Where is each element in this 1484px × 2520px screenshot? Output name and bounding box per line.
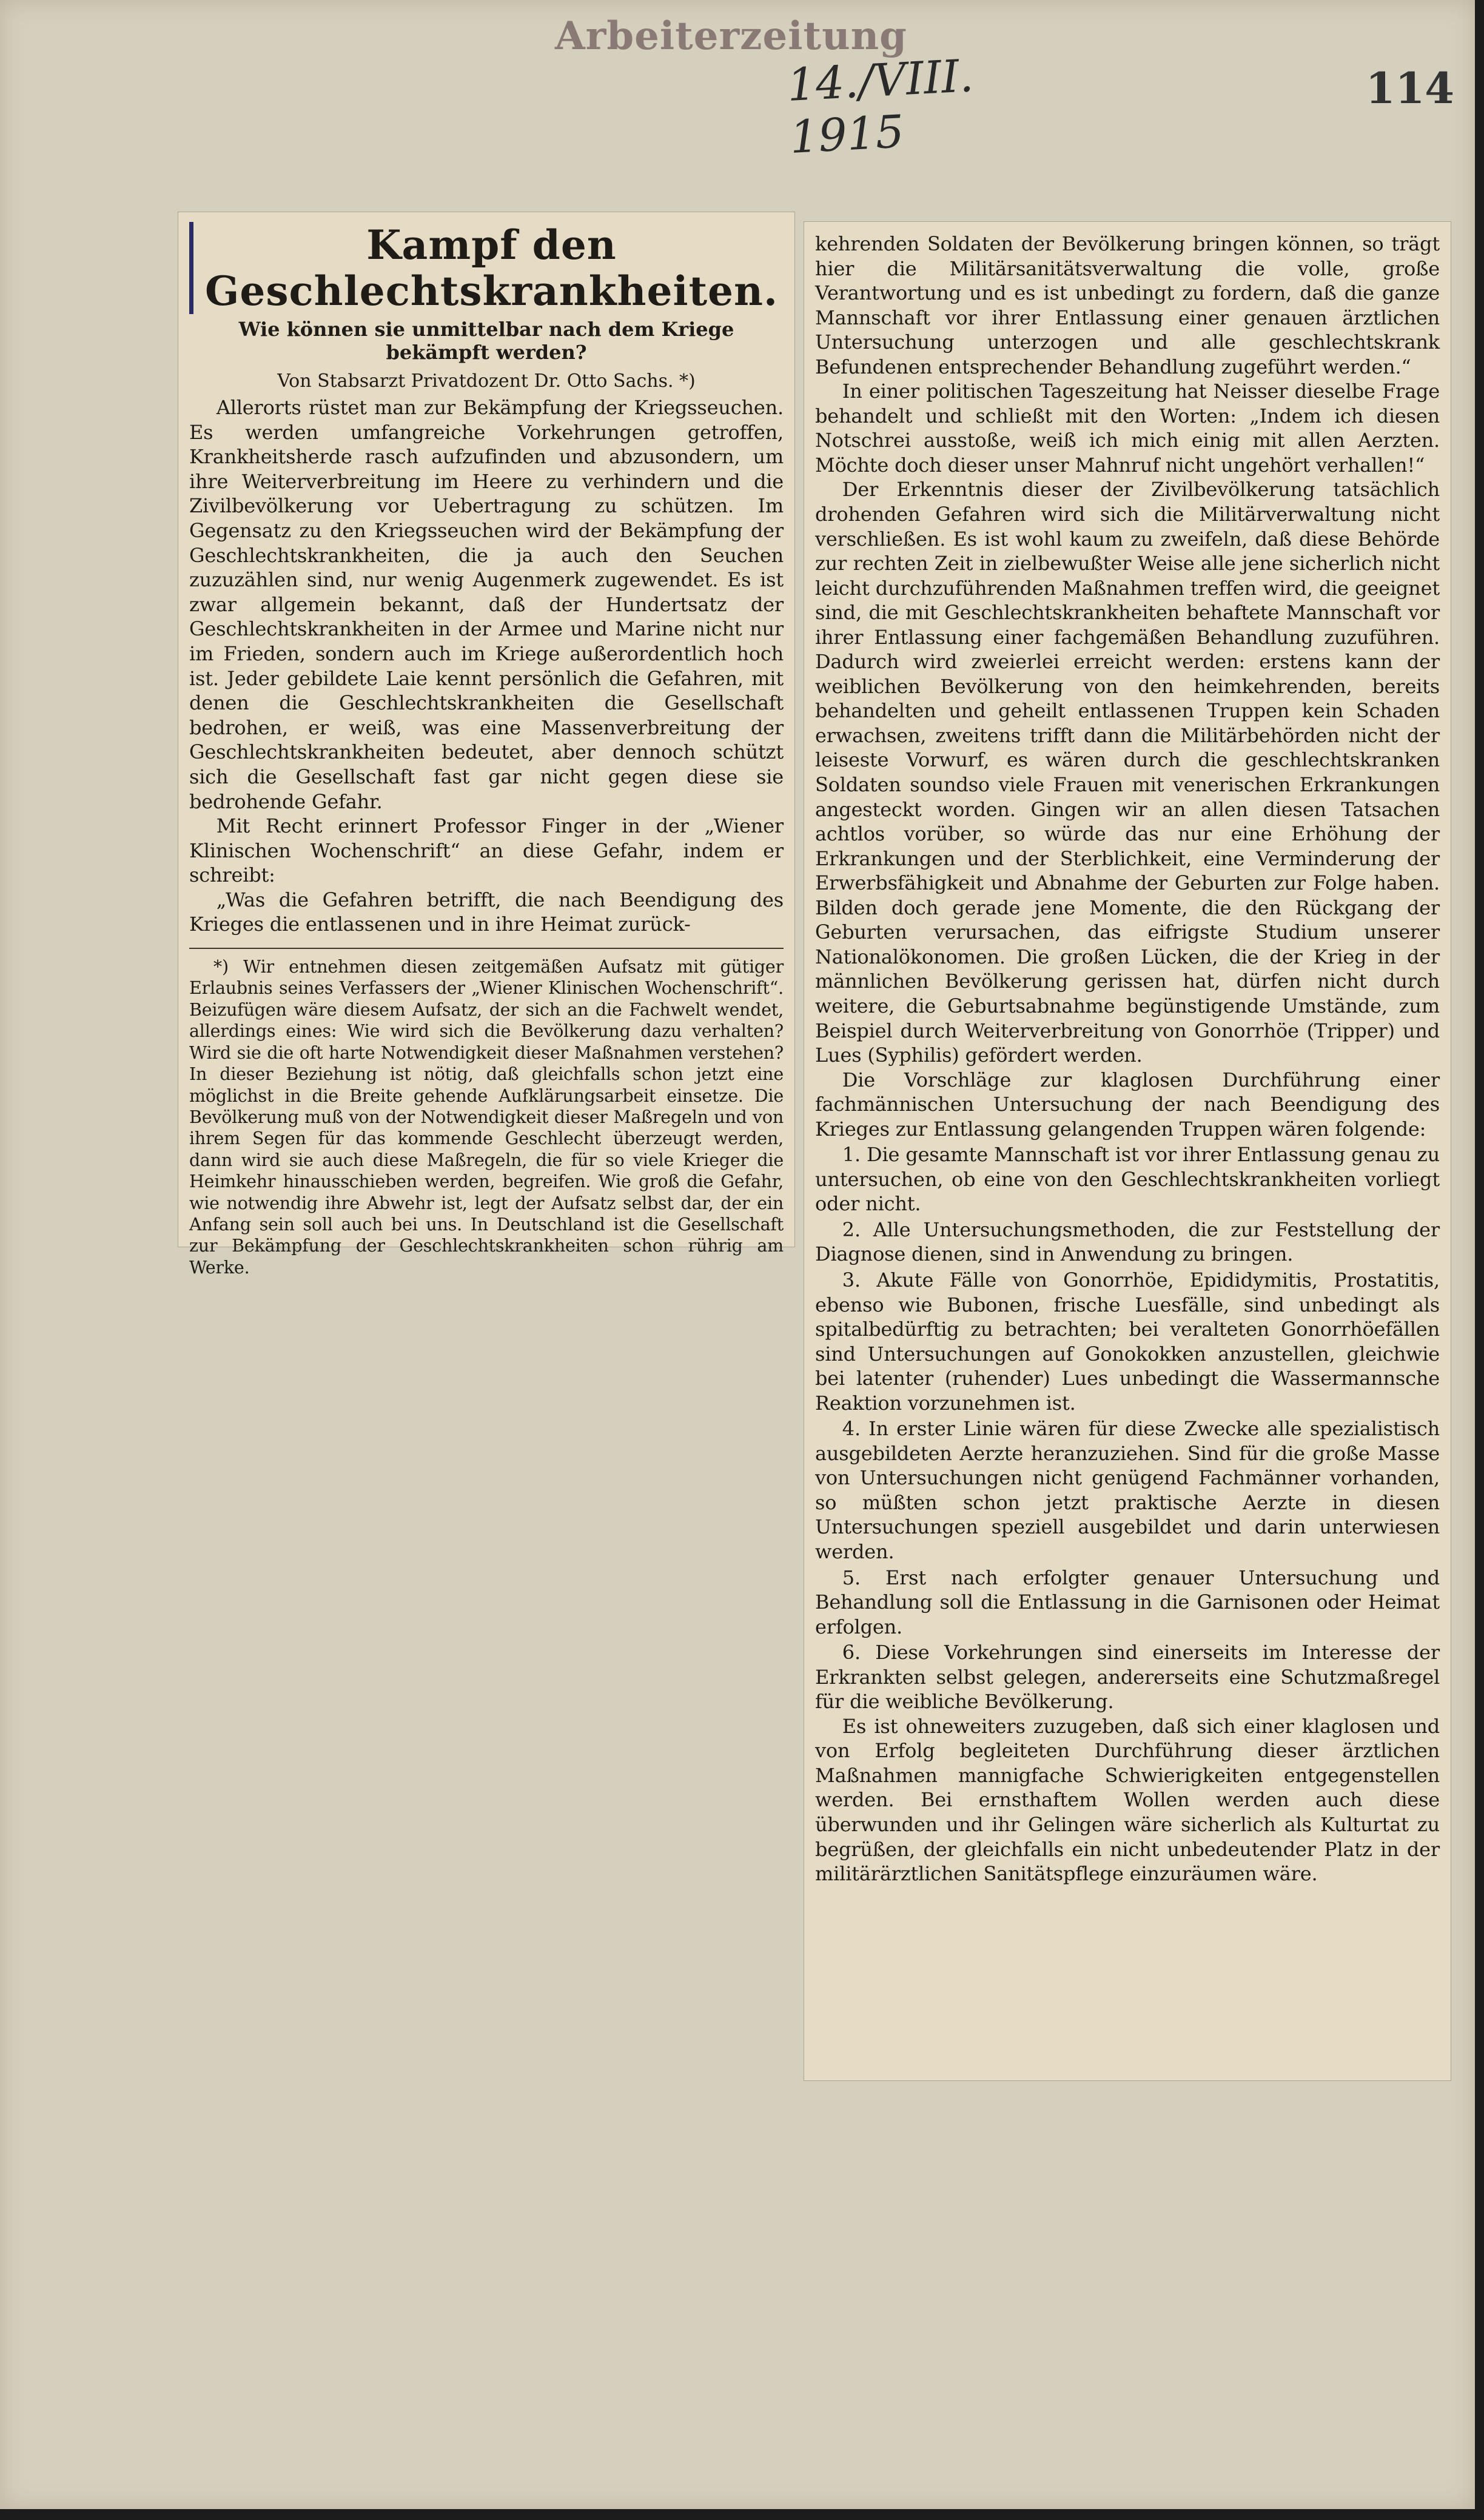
article-byline: Von Stabsarzt Privatdozent Dr. Otto Sachs. *) bbox=[277, 370, 696, 392]
clipping-right-column bbox=[804, 222, 1451, 2080]
newspaper-stamp: Arbeiterzeitung bbox=[555, 13, 907, 59]
paragraph: In einer politischen Tageszeitung hat Neisser dieselbe Frage behandelt und schließt mit den Worten: „Indem ich diesen Notschrei ausstoße, weiß ich mich einig mit allen Aerzten. Möchte doch dieser unser Mahnruf nicht ungehört verhallen!“ bbox=[815, 380, 1440, 477]
paragraph: Allerorts rüstet man zur Bekämpfung der Kriegsseuchen. Es werden umfangreiche Vorkehrungen getroffen, Krankheitsherde rasch aufzufinden und abzusondern, um ihre Weiterverbreitung im Heere zu verhindern und die Zivilbevölkerung vor Uebertragung zu schützen. Im Gegensatz zu den Kriegsseuchen wird der Bekämpfung der Geschlechtskrankheiten, die ja auch den Seuchen zuzuzählen sind, nur wenig Augenmerk zugewendet. Es ist zwar allgemein bekannt, daß der Hundertsatz der Geschlechtskrankheiten in der Armee und Marine nicht nur im Frieden, sondern auch im Kriege außerordentlich hoch ist. Jeder gebildete Laie kennt persönlich die Gefahren, mit denen die Geschlechtskrankheiten die Gesellschaft bedrohen, er weiß, was eine Massenverbreitung der Geschlechtskrankheiten bedeutet, aber dennoch schützt sich die Gesellschaft fast gar nicht gegen diese sie bedrohende Gefahr. bbox=[189, 396, 784, 813]
paragraph: Die Vorschläge zur klaglosen Durchführung einer fachmännischen Untersuchung der nach Beendigung des Krieges zur Entlassung gelangenden Truppen wären folgende: bbox=[815, 1068, 1440, 1141]
list-item: 3. Akute Fälle von Gonorrhöe, Epididymitis, Prostatitis, ebenso wie Bubonen, frische Luesfälle, sind unbedingt als spitalbedürftig zu betrachten; bei veralteten Gonorrhöefällen sind Untersuchungen auf Gonokokken anzustellen, gleichwie bei latenter (ruhender) Lues unbedingt die Wassermannsche Reaktion vorzunehmen ist. bbox=[815, 1268, 1440, 1415]
list-item: 1. Die gesamte Mannschaft ist vor ihrer Entlassung genau zu untersuchen, ob eine von den Geschlechtskrankheiten vorliegt oder nicht. bbox=[815, 1143, 1440, 1216]
footnote-divider bbox=[189, 948, 784, 949]
article-subtitle: Wie können sie unmittelbar nach dem Kriege bekämpft werden? bbox=[238, 318, 734, 364]
footnote-text: *) Wir entnehmen diesen zeitgemäßen Aufsatz mit gütiger Erlaubnis seines Verfassers der „Wiener Klinischen Wochenschrift“. Beizufügen wäre diesem Aufsatz, der sich an die Fachwelt wendet, allerdings eines: Wie wird sich die Bevölkerung dazu verhalten? Wird sie die oft harte Notwendigkeit dieser Maßnahmen verstehen? In dieser Beziehung ist nötig, daß gleichfalls schon jetzt eine möglichst in die Breite gehende Aufklärungsarbeit einsetze. Die Bevölkerung muß von der Notwendigkeit dieser Maßregeln und von ihrem Segen für das kommende Geschlecht überzeugt werden, dann wird sie auch diese Maßregeln, die für so viele Krieger die Heimkehr hinausschieben werden, begreifen. Wie groß die Gefahr, wie notwendig ihre Abwehr ist, legt der Aufsatz selbst dar, der ein Anfang sein soll auch bei uns. In Deutschland ist die Gesellschaft zur Bekämpfung der Geschlechtskrankheiten schon rührig am Werke. bbox=[189, 957, 784, 1278]
page-number: 114 bbox=[1365, 63, 1454, 113]
list-item: 4. In erster Linie wären für diese Zwecke alle spezialistisch ausgebildeten Aerzte heranzuziehen. Sind für die große Masse von Untersuchungen nicht genügend Fachmänner vorhanden, so müßten schon jetzt praktische Aerzte in diesen Untersuchungen speziell ausgebildet und darin unterwiesen werden. bbox=[815, 1417, 1440, 1563]
paragraph: Es ist ohneweiters zuzugeben, daß sich einer klaglosen und von Erfolg begleiteten Durchführung dieser ärztlichen Maßnahmen mannigfache Schwierigkeiten entgegenstellen werden. Bei ernsthaftem Wollen werden auch diese überwunden und ihr Gelingen wäre sicherlich als Kulturtat zu begrüßen, der gleichfalls ein nicht unbedeutender Platz in der militärärztlichen Sanitätspflege einzuräumen wäre. bbox=[815, 1714, 1440, 1886]
paragraph: „Was die Gefahren betrifft, die nach Beendigung des Krieges die entlassenen und in ihre Heimat zurück- bbox=[189, 888, 784, 936]
paragraph: Mit Recht erinnert Professor Finger in der „Wiener Klinischen Wochenschrift“ an diese Gefahr, indem er schreibt: bbox=[189, 814, 784, 887]
clipping-left-column bbox=[178, 212, 794, 1278]
handwritten-date: 14./VIII. 1915 bbox=[785, 50, 975, 164]
paragraph: kehrenden Soldaten der Bevölkerung bringen können, so trägt hier die Militärsanitätsverwaltung die volle, große Verantwortung und es ist unbedingt zu fordern, daß die ganze Mannschaft vor ihrer Entlassung einer genauen ärztlichen Untersuchung unterzogen und alle geschlechtskrank Befundenen entsprechender Behandlung zugeführt werden.“ bbox=[815, 232, 1440, 378]
list-item: 5. Erst nach erfolgter genauer Untersuchung und Behandlung soll die Entlassung in die Garnisonen oder Heimat erfolgen. bbox=[815, 1566, 1440, 1638]
article-title: Kampf den Geschlechtskrankheiten. bbox=[189, 222, 784, 314]
list-item: 6. Diese Vorkehrungen sind einerseits im Interesse der Erkrankten selbst gelegen, andererseits eine Schutzmaßregel für die weibliche Bevölkerung. bbox=[815, 1641, 1440, 1714]
list-item: 2. Alle Untersuchungsmethoden, die zur Feststellung der Diagnose dienen, sind in Anwendung zu bringen. bbox=[815, 1218, 1440, 1266]
paragraph: Der Erkenntnis dieser der Zivilbevölkerung tatsächlich drohenden Gefahren wird sich die Militärverwaltung nicht verschließen. Es ist wohl kaum zu zweifeln, daß diese Behörde zur rechten Zeit in zielbewußter Weise alle jene sicherlich nicht leicht durchzuführenden Maßnahmen treffen wird, die geeignet sind, die mit Geschlechtskrankheiten behaftete Mannschaft vor ihrer Entlassung einer fachgemäßen Behandlung zuzuführen. Dadurch wird zweierlei erreicht werden: erstens kann der weiblichen Bevölkerung von den heimkehrenden, bereits behandelten und geheilt entlassenen Truppen kein Schaden erwachsen, zweitens trifft dann die Militärbehörden nicht der leiseste Vorwurf, es wären durch die geschlechtskranken Soldaten soundso viele Frauen mit venerischen Erkrankungen angesteckt worden. Gingen wir an allen diesen Tatsachen achtlos vorüber, so würde das nur eine Erhöhung der Erkrankungen und der Sterblichkeit, eine Verminderung der Erwerbsfähigkeit und Abnahme der Geburten zur Folge haben. Bilden doch gerade jene Momente, die den Rückgang der Geburten verursachen, das eifrigste Studium unserer Nationalökonomen. Die großen Lücken, die der Krieg in der männlichen Bevölkerung gerissen hat, dürfen nicht durch weitere, die Geburtsabnahme begünstigende Umstände, zum Beispiel durch Weiterverbreitung von Gonorrhöe (Tripper) und Lues (Syphilis) gefördert werden. bbox=[815, 478, 1440, 1067]
footnote bbox=[189, 956, 784, 1278]
